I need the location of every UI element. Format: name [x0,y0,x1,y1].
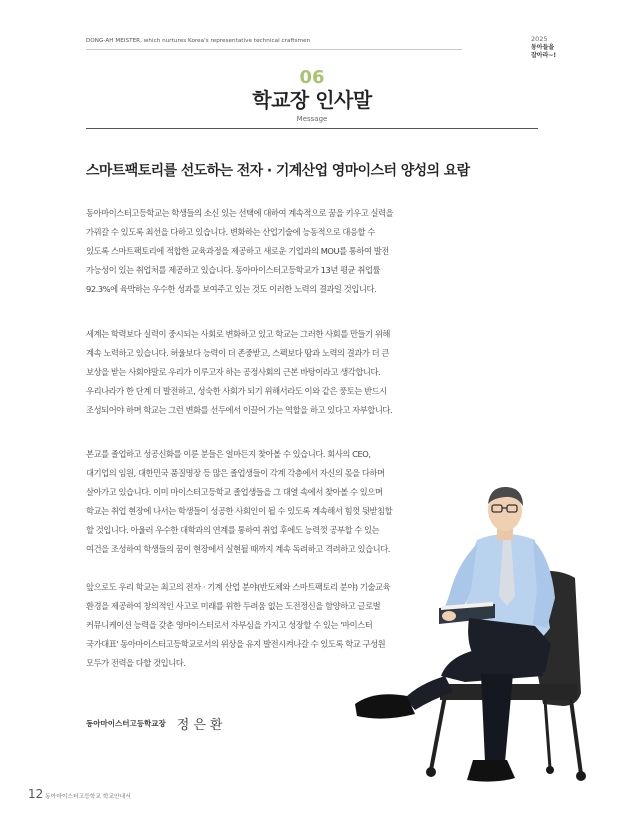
signature-name: 정은환 [176,718,227,733]
paragraph-line: 모두가 전력을 다할 것입니다. [86,658,186,668]
paragraph-2 [86,325,416,420]
header-tagline-line2: 잡아라~! [531,52,557,59]
paragraph-line: 커뮤니케이션 능력을 갖춘 영마이스터로서 자부심을 가지고 성장할 수 있는 '마이스터 [86,620,373,630]
section-divider [86,128,538,129]
chair-wheel [576,771,586,781]
trousers-cuff [405,676,453,710]
paragraph-line: 앞으로도 우리 학교는 최고의 전자 · 기계 산업 분야(반도체와 스마트팩토리 분야) 기술교육 [86,582,391,592]
paragraph-line: 계속 노력하고 있습니다. 허울보다 능력이 더 존중받고, 스펙보다 땀과 노력의 결과가 더 큰 [86,348,389,358]
header-divider [86,49,462,50]
paragraph-line: 학교는 취업 현장에 나서는 학생들이 성공한 사회인이 될 수 있도록 계속해서 힘껏 뒷받침할 [86,506,393,516]
paragraph-line: 국가대표' 동아마이스터고등학교로서의 위상을 유지 발전시켜나갈 수 있도록 학교 구성원 [86,639,386,649]
paragraph-line: 여건을 조성하여 학생들의 꿈이 현장에서 실현될 때까지 계속 독려하고 격려하고 있습니다. [86,544,390,554]
chair-leg [571,700,581,774]
footer-label: 동아마이스터고등학교 학교안내서 [45,794,131,800]
paragraph-line: 조성되어야 하며 학교는 그런 변화를 선두에서 이끌어 가는 역할을 하고 있다고 자부합니다. [86,405,393,415]
signature-school: 동아마이스터고등학교장 [86,719,166,728]
paragraph-line: 92.3%에 육박하는 우수한 성과를 보여주고 있는 것도 이러한 노력의 결과일 것입니다. [86,284,377,294]
principal-photo [345,478,600,798]
section-subtitle: Message [296,115,328,123]
paragraph-line: 살아가고 있습니다. 이미 마이스터고등학교 졸업생들을 그 대열 속에서 찾아볼 수 있으며 [86,487,383,497]
paragraph-line: 대기업의 임원, 대한민국 품질명장 등 많은 졸업생들이 각계 각층에서 자신의 몫을 다하며 [86,468,385,478]
chair-leg [545,700,550,768]
trousers-leg-lower [481,674,513,762]
paragraph-line: 가꿔갈 수 있도록 최선을 다하고 있습니다. 변화하는 산업기술에 능동적으로 대응할 수 [86,227,375,237]
header-tagline-line1: 동아들을 [531,44,555,51]
paragraph-line: 가능성이 있는 취업처를 제공하고 있습니다. 동아마이스터고등학교가 13년 평균 취업률 [86,265,381,275]
paragraph-line: 우리나라가 한 단계 더 발전하고, 성숙한 사회가 되기 위해서라도 이와 같은 풍토는 반드시 [86,386,387,396]
page-number: 12 [28,787,44,801]
section-title: 학교장 인사말 [252,88,372,112]
chair-wheel [426,767,436,777]
paragraph-1 [86,204,416,299]
paragraph-line: 할 것입니다. 아울러 우수한 대학과의 연계를 통하여 취업 후에도 능력껏 공부할 수 있는 [86,525,380,535]
header-year: 2025 [531,35,548,43]
chair-leg [431,696,445,770]
header-caption: DONG-AH MEISTER, which nurtures Korea's representative technical craftsmen [86,38,311,44]
page-headline: 스마트팩토리를 선도하는 전자 · 기계산업 영마이스터 양성의 요람 [86,163,470,179]
shoe-left [355,694,415,718]
paragraph-line: 환경을 제공하여 창의적인 사고로 미래를 위한 두려움 없는 도전정신을 함양하고 글로벌 [86,601,381,611]
hand [442,611,456,621]
paragraph-line: 본교를 졸업하고 성공신화를 이룬 분들은 얼마든지 찾아볼 수 있습니다. 회사의 CEO, [86,449,371,459]
paragraph-line: 있도록 스마트팩토리에 적합한 교육과정을 제공하고 새로운 기업과의 MOU를 통하여 발전 [86,246,389,256]
paragraph-line: 세계는 학력보다 실력이 중시되는 사회로 변화하고 있고 학교는 그러한 사회를 만들기 위해 [86,329,390,339]
shoe-right [467,760,515,782]
section-number: 06 [299,67,325,88]
paragraph-line: 동아마이스터고등학교는 학생들의 소신 있는 선택에 대하여 계속적으로 꿈을 키우고 실력을 [86,208,394,218]
header-year-block [531,35,591,60]
paragraph-line: 보상을 받는 사회야말로 우리가 이루고자 하는 공정사회의 근본 바탕이라고 생각합니다. [86,367,381,377]
chair-wheel [546,766,554,774]
signature [86,713,226,733]
